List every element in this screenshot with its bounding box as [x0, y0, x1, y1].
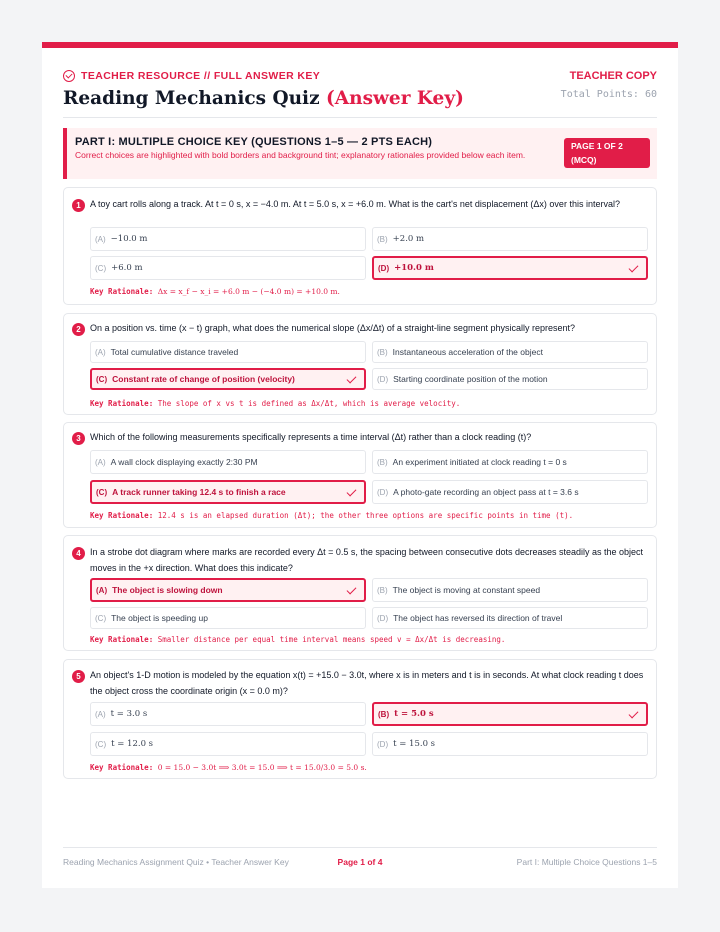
key-rationale — [90, 763, 367, 772]
option-letter: (A) — [95, 234, 106, 244]
rationale-label: Key Rationale: — [90, 511, 154, 520]
option-letter: (B) — [377, 457, 388, 467]
part-subtitle: Correct choices are highlighted with bold borders and background tint; explanatory rationales provided below each item. — [75, 150, 526, 160]
option-a[interactable] — [90, 227, 366, 251]
page-badge-line1: PAGE 1 OF 2 — [571, 141, 623, 151]
option-text: An experiment initiated at clock reading t = 0 s — [392, 457, 567, 467]
key-rationale — [90, 635, 505, 644]
option-text: −10.0 m — [110, 234, 148, 244]
checkmark-icon — [347, 374, 357, 384]
question-number: 5 — [72, 670, 85, 683]
option-c[interactable] — [90, 732, 366, 756]
check-circle-icon — [63, 70, 75, 82]
option-c[interactable] — [90, 256, 366, 280]
footer-page-number: Page 1 of 4 — [337, 857, 383, 867]
option-d[interactable] — [372, 607, 648, 629]
option-letter: (A) — [95, 347, 106, 357]
footer-left: Reading Mechanics Assignment Quiz • Teacher Answer Key — [63, 857, 289, 867]
question-card-2 — [63, 313, 657, 415]
option-letter: (D) — [378, 263, 390, 273]
top-accent-bar — [42, 42, 678, 48]
answer-key-page — [42, 42, 678, 888]
checkmark-icon — [347, 487, 357, 497]
option-text: Constant rate of change of position (velocity) — [112, 374, 295, 384]
rationale-label: Key Rationale: — [90, 763, 154, 772]
option-text: +2.0 m — [392, 234, 425, 244]
option-letter: (B) — [377, 347, 388, 357]
option-d-correct[interactable] — [372, 256, 648, 280]
footer-right: Part I: Multiple Choice Questions 1–5 — [516, 857, 657, 867]
question-card-5 — [63, 659, 657, 779]
option-c[interactable] — [90, 607, 366, 629]
footer-divider — [63, 847, 657, 848]
resource-label — [63, 70, 320, 82]
option-letter: (C) — [95, 613, 107, 623]
option-text: t = 3.0 s — [110, 709, 148, 719]
teacher-copy-label: TEACHER COPY — [569, 70, 657, 82]
question-number: 1 — [72, 199, 85, 212]
key-rationale — [90, 287, 340, 296]
resource-label-text: TEACHER RESOURCE // FULL ANSWER KEY — [81, 70, 321, 82]
option-text: Total cumulative distance traveled — [110, 347, 239, 357]
option-letter: (A) — [95, 709, 106, 719]
option-letter: (D) — [377, 739, 389, 749]
title-main: Reading Mechanics Quiz — [63, 88, 320, 109]
rationale-text: Smaller distance per equal time interval means speed v = Δx/Δt is decreasing. — [157, 635, 506, 644]
option-text: Instantaneous acceleration of the object — [392, 347, 543, 357]
option-text: t = 12.0 s — [111, 739, 154, 749]
option-b[interactable] — [372, 227, 648, 251]
question-number: 4 — [72, 547, 85, 560]
rationale-text: The slope of x vs t is defined as Δx/Δt, which is average velocity. — [157, 399, 461, 408]
option-letter: (B) — [378, 709, 390, 719]
option-letter: (C) — [95, 739, 107, 749]
option-c-correct[interactable] — [90, 480, 366, 504]
option-d[interactable] — [372, 368, 648, 390]
question-card-4 — [63, 535, 657, 651]
key-rationale — [90, 399, 460, 408]
checkmark-icon — [629, 263, 639, 273]
question-text: In a strobe dot diagram where marks are recorded every Δt = 0.5 s, the spacing between consecutive dots decreases steadily as the object moves in the +x direction. What does this indicate? — [90, 547, 644, 573]
option-text: The object has reversed its direction of travel — [393, 613, 563, 623]
question-text: An object's 1-D motion is modeled by the equation x(t) = +15.0 − 3.0t, where x is in meters and t is in seconds. At what clock reading t does the object cross the coordinate origin (x = 0.0 m)? — [90, 670, 644, 696]
question-number: 2 — [72, 323, 85, 336]
question-number: 3 — [72, 432, 85, 445]
option-letter: (A) — [95, 457, 106, 467]
option-a[interactable] — [90, 450, 366, 474]
rationale-text: 12.4 s is an elapsed duration (Δt); the other three options are specific points in time (t). — [157, 511, 574, 520]
question-text: A toy cart rolls along a track. At t = 0 s, x = −4.0 m. At t = 5.0 s, x = +6.0 m. What is the cart's net displacement (Δx) over this interval? — [90, 199, 620, 209]
rationale-label: Key Rationale: — [90, 287, 154, 296]
rationale-label: Key Rationale: — [90, 635, 154, 644]
question-card-3 — [63, 422, 657, 528]
option-letter: (D) — [377, 487, 389, 497]
option-text: Starting coordinate position of the motion — [393, 374, 548, 384]
option-letter: (D) — [377, 613, 389, 623]
option-b[interactable] — [372, 341, 648, 363]
checkmark-icon — [629, 709, 639, 719]
option-letter: (D) — [377, 374, 389, 384]
option-letter: (C) — [96, 374, 108, 384]
option-d[interactable] — [372, 480, 648, 504]
option-text: A photo-gate recording an object pass at t = 3.6 s — [393, 487, 579, 497]
option-d[interactable] — [372, 732, 648, 756]
option-text: A track runner taking 12.4 s to finish a race — [112, 487, 286, 497]
option-letter: (C) — [95, 263, 107, 273]
option-b[interactable] — [372, 578, 648, 602]
option-a[interactable] — [90, 341, 366, 363]
option-b[interactable] — [372, 450, 648, 474]
page-title — [63, 88, 464, 109]
option-text: t = 15.0 s — [393, 739, 436, 749]
option-a-correct[interactable] — [90, 578, 366, 602]
option-text: The object is speeding up — [111, 613, 208, 623]
page-badge-line2: (MCQ) — [571, 155, 597, 165]
rationale-text: 0 = 15.0 − 3.0t ⟹ 3.0t = 15.0 ⟹ t = 15.0/3.0 = 5.0 s. — [157, 763, 367, 772]
question-card-1 — [63, 187, 657, 305]
key-rationale — [90, 511, 573, 520]
total-points: Total Points: 60 — [560, 89, 657, 100]
option-text: +10.0 m — [394, 263, 434, 273]
option-text: +6.0 m — [111, 263, 143, 273]
part-banner — [63, 128, 657, 179]
option-letter: (B) — [377, 585, 388, 595]
rationale-text: Δx = x_f − x_i = +6.0 m − (−4.0 m) = +10.0 m. — [157, 287, 340, 296]
option-a[interactable] — [90, 702, 366, 726]
option-letter: (C) — [96, 487, 108, 497]
option-c-correct[interactable] — [90, 368, 366, 390]
question-text: On a position vs. time (x − t) graph, what does the numerical slope (Δx/Δt) of a straight-line segment physically represent? — [90, 323, 575, 333]
page-badge — [564, 138, 650, 168]
option-text: A wall clock displaying exactly 2:30 PM — [110, 457, 258, 467]
option-letter: (A) — [96, 585, 108, 595]
option-b-correct[interactable] — [372, 702, 648, 726]
option-letter: (B) — [377, 234, 388, 244]
header-divider — [63, 117, 657, 118]
option-text: The object is slowing down — [112, 585, 223, 595]
checkmark-icon — [347, 585, 357, 595]
title-accent: (Answer Key) — [326, 88, 464, 109]
part-title: PART I: MULTIPLE CHOICE KEY (QUESTIONS 1–5 — 2 PTS EACH) — [75, 136, 433, 148]
rationale-label: Key Rationale: — [90, 399, 154, 408]
question-text: Which of the following measurements specifically represents a time interval (Δt) rather than a clock reading (t)? — [90, 432, 532, 442]
option-text: The object is moving at constant speed — [392, 585, 541, 595]
option-text: t = 5.0 s — [394, 709, 434, 719]
